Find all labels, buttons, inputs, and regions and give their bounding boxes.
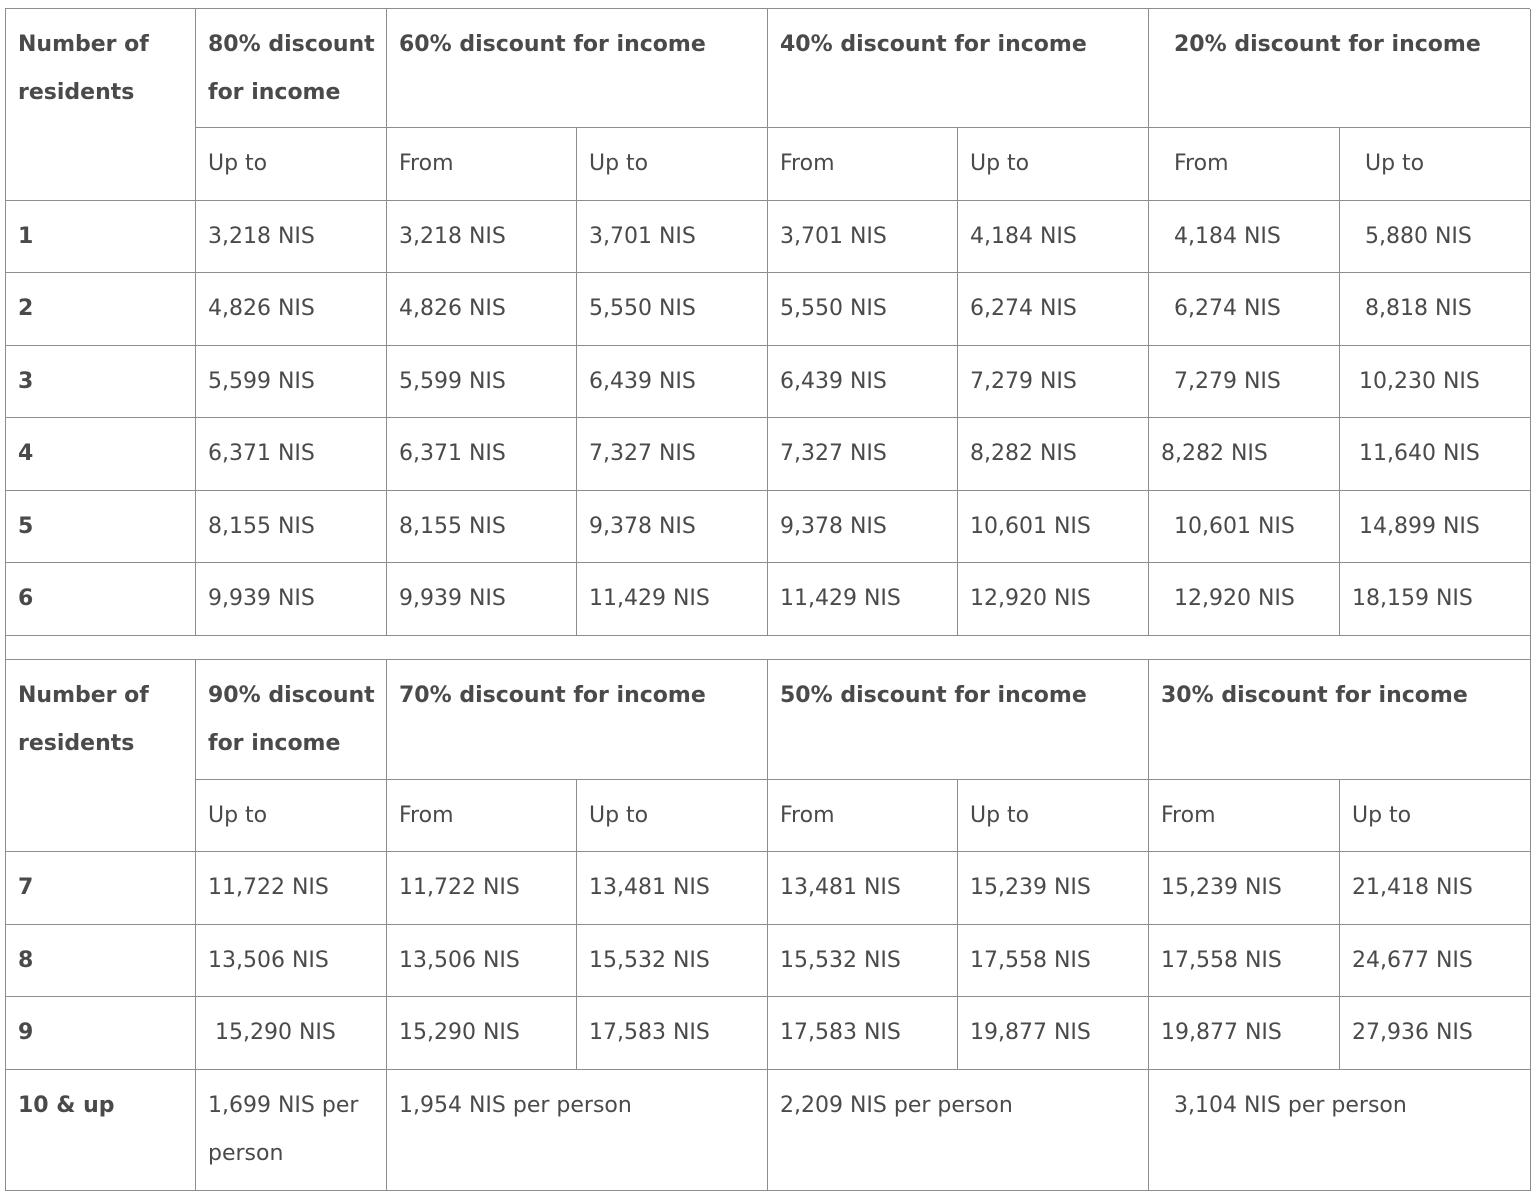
table-cell: 17,558 NIS [1149,925,1340,997]
table-cell: 11,429 NIS [577,563,768,636]
per-person-cell: 2,209 NIS per person [768,1070,1149,1191]
table-cell: 15,239 NIS [958,852,1149,925]
table-cell: 15,532 NIS [577,925,768,997]
table-cell: 8,155 NIS [387,491,577,563]
subheader-up-to: Up to [958,780,1149,852]
subheader-from: From [387,780,577,852]
table-cell: 21,418 NIS [1340,852,1531,925]
row-label: 6 [6,563,196,636]
table-cell: 4,826 NIS [196,273,387,346]
row-label: 4 [6,418,196,491]
residents-header: Number of residents [6,9,196,201]
table-cell: 12,920 NIS [958,563,1149,636]
table-cell: 18,159 NIS [1340,563,1531,636]
row-label: 7 [6,852,196,925]
table-cell: 10,601 NIS [958,491,1149,563]
table-cell: 13,506 NIS [387,925,577,997]
table-cell: 9,378 NIS [577,491,768,563]
discount-header-60: 60% discount for income [387,9,768,128]
table-cell: 11,429 NIS [768,563,958,636]
subheader-from: From [768,128,958,201]
table-cell: 5,550 NIS [768,273,958,346]
table-cell: 3,218 NIS [196,201,387,273]
table-cell: 6,439 NIS [577,346,768,418]
subheader-from: From [387,128,577,201]
table-cell: 12,920 NIS [1149,563,1340,636]
subheader-up-to: Up to [196,128,387,201]
table-cell: 19,877 NIS [958,997,1149,1070]
table-cell: 8,818 NIS [1340,273,1531,346]
table-separator [6,636,1531,660]
table-cell: 15,239 NIS [1149,852,1340,925]
table-cell: 11,640 NIS [1340,418,1531,491]
row-label: 10 & up [6,1070,196,1191]
table-cell: 15,290 NIS [196,997,387,1070]
table-cell: 6,371 NIS [387,418,577,491]
per-person-cell: 1,954 NIS per person [387,1070,768,1191]
table-cell: 13,481 NIS [768,852,958,925]
discount-header-40: 40% discount for income [768,9,1149,128]
subheader-up-to: Up to [1340,780,1531,852]
table-cell: 4,184 NIS [958,201,1149,273]
table-cell: 6,371 NIS [196,418,387,491]
row-label: 5 [6,491,196,563]
table-cell: 10,601 NIS [1149,491,1340,563]
table-cell: 5,880 NIS [1340,201,1531,273]
row-label: 2 [6,273,196,346]
subheader-up-to: Up to [577,780,768,852]
table-cell: 7,279 NIS [958,346,1149,418]
table-cell: 17,583 NIS [577,997,768,1070]
subheader-up-to: Up to [577,128,768,201]
table-cell: 3,701 NIS [577,201,768,273]
table-cell: 4,826 NIS [387,273,577,346]
per-person-cell: 1,699 NIS per person [196,1070,387,1191]
subheader-up-to: Up to [196,780,387,852]
discount-header-50: 50% discount for income [768,660,1149,780]
table-cell: 5,550 NIS [577,273,768,346]
table-cell: 7,327 NIS [577,418,768,491]
table-cell: 19,877 NIS [1149,997,1340,1070]
table-cell: 3,701 NIS [768,201,958,273]
table-cell: 17,558 NIS [958,925,1149,997]
table-cell: 8,282 NIS [1149,418,1340,491]
subheader-from: From [1149,128,1340,201]
table-cell: 4,184 NIS [1149,201,1340,273]
table-cell: 7,279 NIS [1149,346,1340,418]
table-cell: 11,722 NIS [196,852,387,925]
discount-header-80: 80% discount for income [196,9,387,128]
discount-header-20: 20% discount for income [1149,9,1531,128]
table-cell: 8,155 NIS [196,491,387,563]
table-cell: 9,939 NIS [196,563,387,636]
row-label: 1 [6,201,196,273]
table-cell: 14,899 NIS [1340,491,1531,563]
table-cell: 13,506 NIS [196,925,387,997]
table-cell: 6,439 NIS [768,346,958,418]
table-cell: 8,282 NIS [958,418,1149,491]
table-cell: 10,230 NIS [1340,346,1531,418]
table-cell: 27,936 NIS [1340,997,1531,1070]
subheader-up-to: Up to [958,128,1149,201]
row-label: 9 [6,997,196,1070]
residents-header: Number of residents [6,660,196,852]
per-person-cell: 3,104 NIS per person [1149,1070,1531,1191]
table-cell: 17,583 NIS [768,997,958,1070]
subheader-from: From [1149,780,1340,852]
table-cell: 9,378 NIS [768,491,958,563]
table-cell: 5,599 NIS [196,346,387,418]
table-cell: 5,599 NIS [387,346,577,418]
discount-table [5,8,1530,1191]
table-cell: 11,722 NIS [387,852,577,925]
table-cell: 15,290 NIS [387,997,577,1070]
discount-header-90: 90% discount for income [196,660,387,780]
table-cell: 3,218 NIS [387,201,577,273]
table-cell: 24,677 NIS [1340,925,1531,997]
row-label: 3 [6,346,196,418]
discount-header-30: 30% discount for income [1149,660,1531,780]
table-cell: 15,532 NIS [768,925,958,997]
table-cell: 6,274 NIS [1149,273,1340,346]
row-label: 8 [6,925,196,997]
table-cell: 6,274 NIS [958,273,1149,346]
discount-header-70: 70% discount for income [387,660,768,780]
table-cell: 7,327 NIS [768,418,958,491]
subheader-up-to: Up to [1340,128,1531,201]
table-cell: 13,481 NIS [577,852,768,925]
subheader-from: From [768,780,958,852]
table-cell: 9,939 NIS [387,563,577,636]
